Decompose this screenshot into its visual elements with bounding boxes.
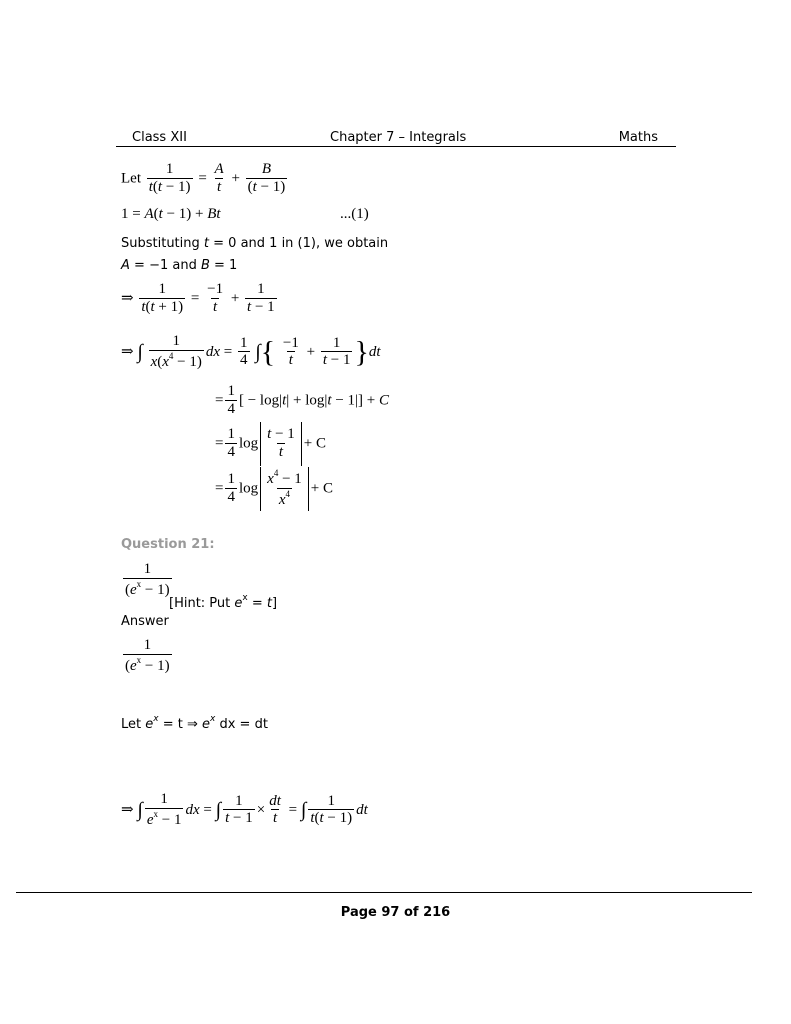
fraction: $\frac{1}{x(x^4 - 1)}$ — [150, 333, 202, 370]
page-number: Page 97 of 216 — [340, 905, 451, 920]
equation-1: 1 = A(t − 1) + Bt — [121, 206, 221, 222]
header-chapter: Chapter 7 – Integrals — [330, 130, 467, 145]
question-title: Question 21: — [121, 537, 215, 552]
values-text: A = −1 and B = 1 — [121, 258, 238, 273]
fraction: $\frac{1}{t(t - 1)}$ — [310, 792, 353, 827]
equation-partial-fraction-setup: Let $\frac{1}{t(t - 1)}$ = $\frac{A}{t}$ + $\frac{B}{(t - 1)}$ — [121, 161, 286, 195]
fraction: $\frac{A}{t}$ — [214, 161, 224, 195]
header-subject: Maths — [618, 130, 658, 145]
fraction: $\frac{-1}{t}$ — [282, 334, 299, 369]
fraction: $\frac{-1}{t}$ — [207, 281, 224, 315]
fraction: $\frac{B}{(t - 1)}$ — [247, 161, 286, 195]
fraction: $\frac{1}{4}$ — [227, 426, 235, 460]
question-hint: [Hint: Put $e^x = t$] — [169, 593, 278, 611]
equation-log-step-2: = $\frac{1}{4}$ log $\frac{t - 1}{t}$ + C — [215, 422, 326, 466]
equation-log-step-3: = $\frac{1}{4}$ log $\frac{x^4 - 1}{x^4}$ + C — [215, 467, 333, 511]
answer-label: Answer — [121, 614, 169, 629]
fraction: $\frac{1}{t - 1}$ — [322, 334, 351, 369]
fraction: $\frac{1}{(e^x - 1)}$ — [125, 637, 170, 674]
fraction: $\frac{1}{4}$ — [227, 471, 235, 505]
footer-divider — [16, 892, 752, 893]
question-expression — [121, 562, 174, 599]
fraction: $\frac{1}{t - 1}$ — [247, 281, 275, 315]
header-class: Class XII — [132, 130, 187, 145]
equation-integral-substitution: ⇒ ∫ $\frac{1}{x(x^4 - 1)}$ dx = $\frac{1}{4}$ ∫{ $\frac{-1}{t}$ + $\frac{1}{t - 1}$ }dt — [121, 333, 381, 370]
fraction: $\frac{1}{e^x - 1}$ — [146, 791, 182, 828]
page-header — [116, 128, 676, 147]
fraction: $\frac{x^4 - 1}{x^4}$ — [267, 468, 302, 508]
equation-label: ...(1) — [340, 206, 369, 222]
fraction: $\frac{1}{t(t + 1)}$ — [141, 281, 184, 315]
fraction: $\frac{1}{4}$ — [240, 334, 248, 369]
fraction: $\frac{t - 1}{t}$ — [267, 426, 295, 460]
answer-expression — [121, 638, 174, 675]
let-word: Let — [121, 170, 141, 187]
equation-partial-result: ⇒ $\frac{1}{t(t + 1)}$ = $\frac{-1}{t}$ + $\frac{1}{t - 1}$ — [121, 281, 275, 315]
answer-substitution: Let $e^x = t$ ⇒ $e^x$ dx = dt — [121, 714, 268, 732]
equation-final-integral: ⇒ ∫ $\frac{1}{e^x - 1}$ dx = ∫ $\frac{1}{t - 1}$ × $\frac{dt}{t}$ = ∫ $\frac{1}{t(t - 1)}$ dt — [121, 791, 368, 828]
equation-log-step-1: = $\frac{1}{4}$ [ − log|t| + log|t − 1|] + C — [215, 383, 390, 417]
fraction: $\frac{1}{t(t - 1)}$ — [148, 161, 191, 195]
fraction: $\frac{dt}{t}$ — [269, 792, 281, 827]
fraction: $\frac{1}{(e^x - 1)}$ — [125, 561, 170, 598]
substituting-text: Substituting t = 0 and 1 in (1), we obtain — [121, 236, 389, 251]
fraction: $\frac{1}{t - 1}$ — [225, 792, 253, 827]
fraction: $\frac{1}{4}$ — [227, 383, 235, 417]
